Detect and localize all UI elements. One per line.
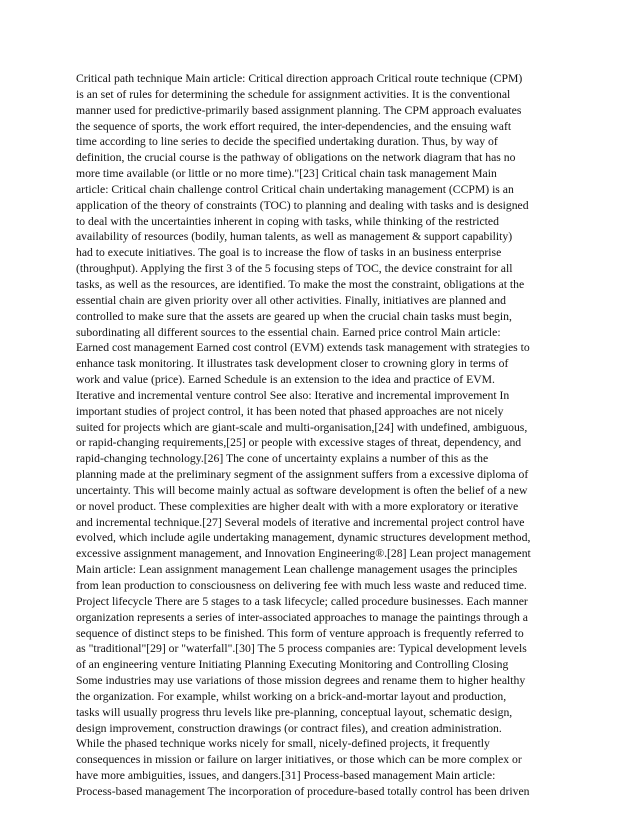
text-line: rapid-changing technology.[26] The cone of uncertainty explains a number of this as the — [76, 452, 489, 466]
text-line: availability of resources (bodily, human talents, as well as management & support capability) — [76, 230, 513, 244]
text-line: time according to line series to decide the specified undertaking duration. Thus, by way of — [76, 135, 498, 149]
text-line: from lean production to consciousness on delivering fee with much less waste and reduced time. — [76, 579, 527, 592]
text-line: organization represents a series of inter-associated approaches to manage the paintings through a — [76, 610, 528, 624]
text-line: design improvement, construction drawings (or contract files), and creation administration. — [76, 721, 502, 735]
text-line: the organization. For example, whilst working on a brick-and-mortar layout and production, — [76, 689, 507, 703]
text-line: (throughput). Applying the first 3 of the 5 focusing steps of TOC, the device constraint for all — [76, 262, 513, 276]
text-line: controlled to make sure that the assets are geared up when the crucial chain tasks must begin, — [76, 309, 512, 323]
text-line: Critical path technique Main article: Critical direction approach Critical route technique (CPM) — [76, 72, 523, 85]
text-line: have more ambiguities, issues, and dangers.[31] Process-based management Main article: — [76, 769, 496, 783]
text-line: tasks, as well as the resources, are identified. To make the most the constraint, obligations at the — [76, 277, 525, 291]
text-line: Project lifecycle There are 5 stages to a task lifecycle; called procedure businesses. Each manner — [76, 594, 528, 608]
text-line: application of the theory of constraints (TOC) to planning and dealing with tasks and is designed — [76, 198, 529, 212]
text-line: tasks will usually progress thru levels like pre-planning, conceptual layout, schematic design, — [76, 705, 513, 719]
text-line: uncertainty. This will become mainly actual as software development is often the belief of a new — [76, 483, 528, 497]
text-line: more time available (or little or no more time)."[23] Critical chain task management Main — [76, 167, 497, 181]
text-line: suited for projects which are giant-scale and multi-organisation,[24] with undefined, ambiguous, — [76, 420, 528, 434]
text-line: subordinating all different sources to the essential chain. Earned price control Main article: — [76, 325, 501, 339]
text-line: had to execute initiatives. The goal is to increase the flow of tasks in an business enterprise — [76, 246, 502, 260]
text-line: evolved, which include agile undertaking management, dynamic structures development method, — [76, 531, 531, 545]
text-line: or novel product. These complexities are higher dealt with with a more exploratory or iterative — [76, 499, 519, 513]
text-line: work and value (price). Earned Schedule is an extension to the idea and practice of EVM. — [76, 373, 495, 387]
text-line: important studies of project control, it has been noted that phased approaches are not nicely — [76, 404, 504, 418]
text-line: Some industries may use variations of those mission degrees and rename them to higher healthy — [76, 674, 526, 688]
text-line: essential chain are given priority over all other activities. Finally, initiatives are planned and — [76, 293, 506, 307]
text-line: is an set of rules for determining the schedule for assignment activities. It is the conventional — [76, 87, 511, 101]
text-line: definition, the crucial course is the pathway of obligations on the network diagram that has no — [76, 151, 516, 165]
text-line: Process-based management The incorporation of procedure-based totally control has been driven — [76, 784, 530, 798]
text-line: the sequence of sports, the work effort required, the inter-dependencies, and the ensuing waft — [76, 119, 512, 133]
text-line: consequences in mission or failure on larger initiatives, or those which can be more complex or — [76, 753, 522, 767]
text-line: article: Critical chain challenge control Critical chain undertaking management (CCPM) is an — [76, 182, 514, 196]
text-line: planning made at the preliminary segment of the assignment suffers from a excessive diploma of — [76, 468, 529, 482]
text-line: of an engineering venture Initiating Planning Executing Monitoring and Controlling Closing — [76, 658, 509, 672]
text-line: or rapid-changing requirements,[25] or people with excessive stages of threat, dependency, and — [76, 436, 522, 450]
text-line: While the phased technique works nicely for small, nicely-defined projects, it frequently — [76, 737, 490, 751]
text-line: as "traditional"[29] or "waterfall".[30] The 5 process companies are: Typical development levels — [76, 642, 527, 656]
text-line: excessive assignment management, and Innovation Engineering®.[28] Lean project management — [76, 547, 531, 561]
text-line: Iterative and incremental venture control See also: Iterative and incremental improvement In — [76, 388, 510, 402]
text-line: Main article: Lean assignment management Lean challenge management usages the principles — [76, 563, 518, 577]
text-line: Earned cost management Earned cost control (EVM) extends task management with strategies to — [76, 341, 530, 355]
text-line: enhance task monitoring. It illustrates task development closer to crowning glory in terms of — [76, 357, 509, 371]
text-line: and incremental technique.[27] Several models of iterative and incremental project control have — [76, 515, 525, 529]
text-line: sequence of distinct steps to be finished. This form of venture approach is frequently referred to — [76, 626, 524, 640]
text-line: to deal with the uncertainties inherent in coping with tasks, while thinking of the restricted — [76, 214, 499, 228]
body-text — [76, 71, 560, 800]
text-line: manner used for predictive-primarily based assignment planning. The CPM approach evaluates — [76, 103, 522, 117]
